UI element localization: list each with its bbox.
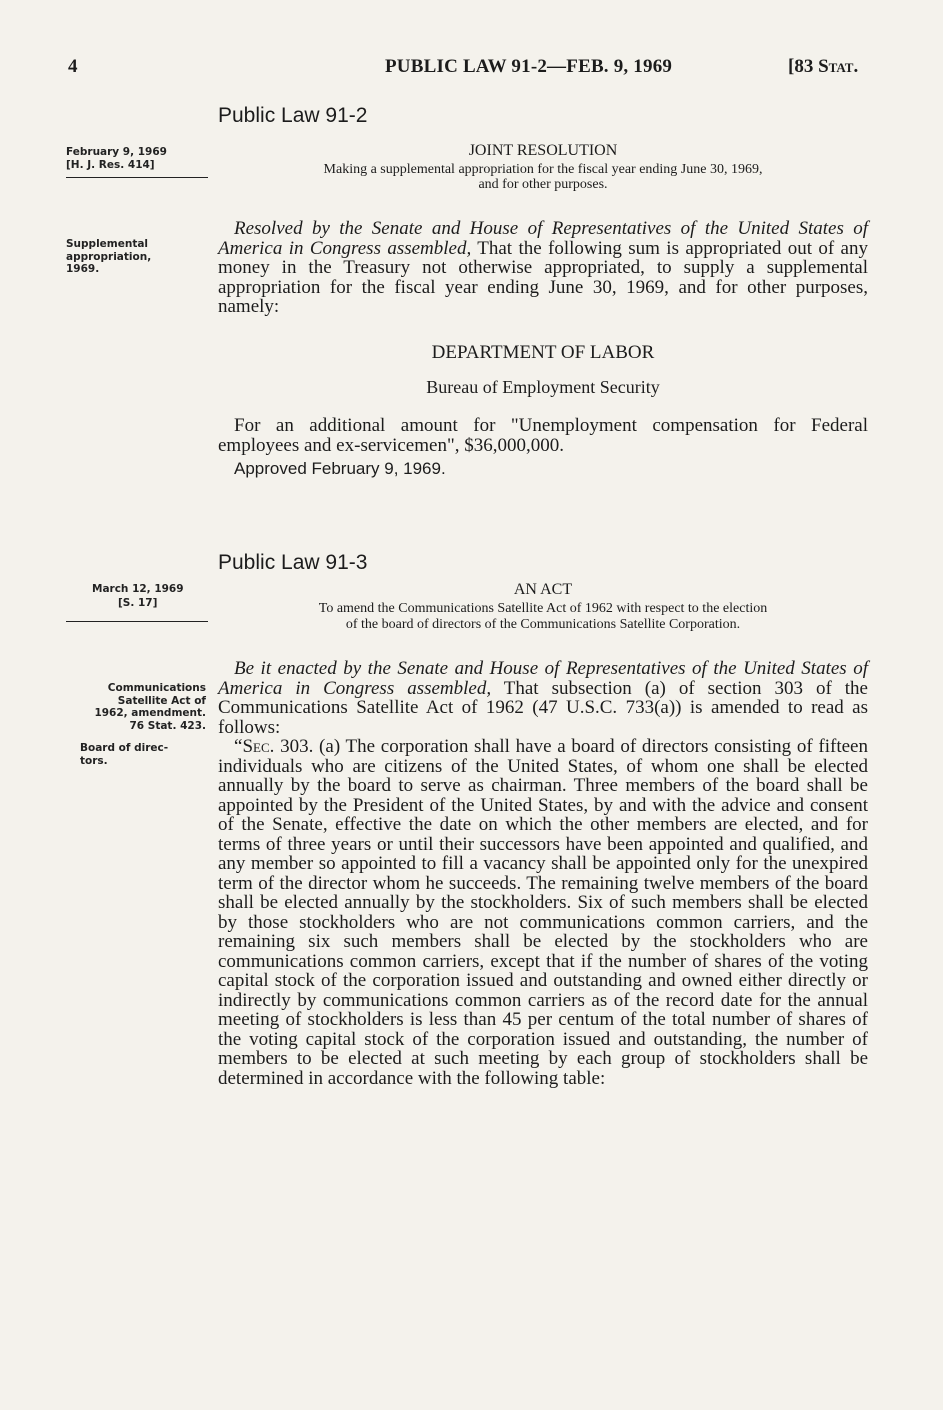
statutes-reference: [83 Stat. <box>788 56 859 77</box>
department-heading: DEPARTMENT OF LABOR <box>431 342 655 363</box>
law2-date: March 12, 1969 <box>92 583 184 595</box>
law2-bill: [S. 17] <box>118 597 158 609</box>
law2-title: Public Law 91-3 <box>218 551 368 574</box>
law2-side-note-amendment: Communications Satellite Act of 1962, amendment. 76 Stat. 423. <box>94 682 206 732</box>
law2-purpose-line1: To amend the Communications Satellite Act of 1962 with respect to the election <box>318 601 768 616</box>
law1-margin-rule <box>66 177 208 178</box>
law1-enacting-clause: Resolved by the Senate and House of Representatives of the United States of America in Congress assembled, That the following sum is appropriated out of any money in the Treasury not otherwise appropriated, to supply a supplemental appropriation for the fiscal year ending June 30, 1969, and for other purposes, namely: <box>218 218 868 317</box>
bureau-heading: Bureau of Employment Security <box>426 377 660 397</box>
law2-type: AN ACT <box>513 581 573 598</box>
law1-type: JOINT RESOLUTION <box>468 142 618 159</box>
law1-date: February 9, 1969 <box>66 146 167 158</box>
law1-approved: Approved February 9, 1969. <box>234 459 446 478</box>
law1-title: Public Law 91-2 <box>218 104 368 127</box>
law1-appropriation: For an additional amount for "Unemployment compensation for Federal employees and ex-servicemen", $36,000,000. <box>218 415 868 456</box>
law2-margin-rule <box>66 621 208 622</box>
law2-side-note-board: Board of direc- tors. <box>80 742 169 767</box>
law1-purpose-line1: Making a supplemental appropriation for the fiscal year ending June 30, 1969, <box>323 162 763 177</box>
law1-bill: [H. J. Res. 414] <box>66 159 155 171</box>
law1-side-note: Supplemental appropriation, 1969. <box>66 238 152 275</box>
law2-purpose-line2: of the board of directors of the Communications Satellite Corporation. <box>345 617 741 632</box>
running-title: PUBLIC LAW 91-2—FEB. 9, 1969 <box>385 56 673 77</box>
law2-text: Be it enacted by the Senate and House of Representatives of the United States of America in Congress assembled, That subsection (a) of section 303 of the Communications Satellite Act of 1962 (47 U.S.C. 733(a)) is amended to read as follows: “Sec. 303. (a) The corporation shall have a board of directors consisting of fifteen individuals who are citizens of the United States, of whom one shall be elected annually by the board to serve as chairman. Three members of the board shall be appointed by the President of the United States, by and with the advice and consent of the Senate, effective the date on which the other members are elected, and for terms of three years or until their successors have been appointed and qualified, and any member so appointed to fill a vacancy shall be appointed only for the unexpired term of the director whom he succeeds. The remaining twelve members of the board shall be elected annually by the stockholders. Six of such members shall be elected by those stockholders who are not communications common carriers, and the remaining six such members shall be elected by the stockholders who are communications common carriers, except that if the number of shares of the voting capital stock of the corporation issued and outstanding and owned either directly or indirectly by communications common carriers as of the record date for the annual meeting of stockholders is less than 45 per centum of the total number of shares of the voting capital stock of the corporation issued and outstanding, the number of members to be elected at such meeting by each group of stockholders shall be determined in accordance with the following table: <box>218 658 868 1089</box>
law1-purpose-line2: and for other purposes. <box>478 177 608 192</box>
page-number: 4 <box>68 56 78 77</box>
